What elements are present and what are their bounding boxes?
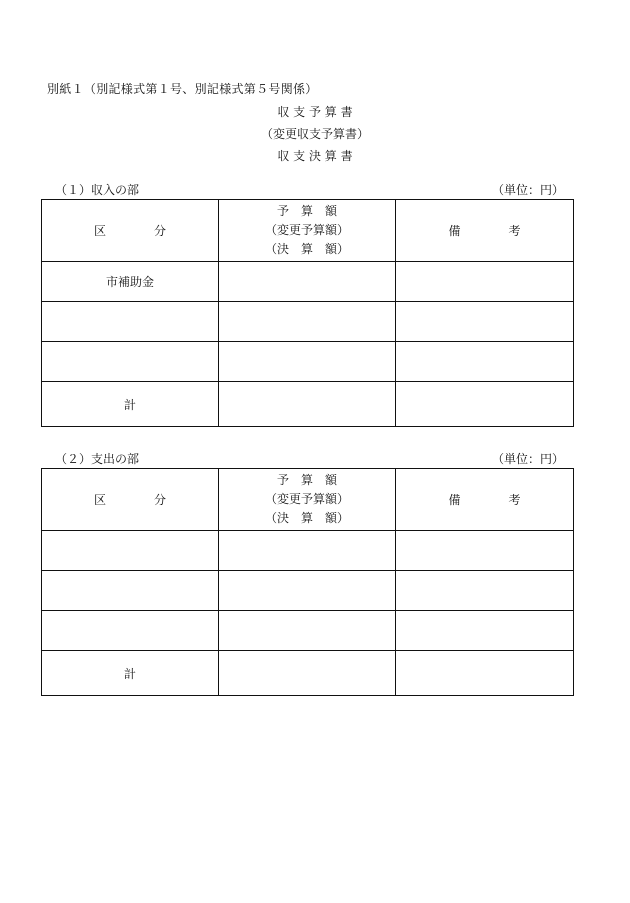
title-settlement: 収 支 決 算 書 bbox=[277, 149, 353, 163]
income-unit: （単位：円） bbox=[491, 183, 564, 197]
amount-header-line: （決 算 額） bbox=[264, 242, 349, 256]
total-remarks-cell[interactable] bbox=[396, 382, 574, 427]
title-revised-budget: （変更収支予算書） bbox=[260, 127, 369, 141]
document-titles bbox=[0, 101, 630, 167]
income-heading: （１）収入の部 bbox=[55, 183, 140, 197]
remarks-cell[interactable] bbox=[396, 611, 574, 651]
table-row bbox=[42, 611, 574, 651]
total-label: 計 bbox=[42, 382, 219, 427]
total-label: 計 bbox=[42, 651, 219, 696]
remarks-cell[interactable] bbox=[396, 342, 574, 382]
amount-header-line: （決 算 額） bbox=[264, 511, 349, 525]
total-remarks-cell[interactable] bbox=[396, 651, 574, 696]
remarks-header: 備 考 bbox=[396, 469, 574, 531]
table-row bbox=[42, 531, 574, 571]
amount-cell[interactable] bbox=[219, 531, 396, 571]
category-cell[interactable]: 市補助金 bbox=[42, 262, 219, 302]
table-row bbox=[42, 262, 574, 302]
remarks-cell[interactable] bbox=[396, 262, 574, 302]
expense-table bbox=[41, 468, 574, 696]
income-header-row bbox=[42, 200, 574, 262]
remarks-header: 備 考 bbox=[396, 200, 574, 262]
amount-cell[interactable] bbox=[219, 302, 396, 342]
amount-cell[interactable] bbox=[219, 342, 396, 382]
amount-header-line: 予 算 額 bbox=[276, 473, 337, 487]
table-row bbox=[42, 342, 574, 382]
amount-header-line: 予 算 額 bbox=[276, 204, 337, 218]
category-cell[interactable] bbox=[42, 611, 219, 651]
expense-heading: （２）支出の部 bbox=[55, 452, 140, 466]
total-amount-cell[interactable] bbox=[219, 651, 396, 696]
category-cell[interactable] bbox=[42, 342, 219, 382]
table-row bbox=[42, 302, 574, 342]
category-cell[interactable] bbox=[42, 531, 219, 571]
amount-cell[interactable] bbox=[219, 262, 396, 302]
amount-header-line: （変更予算額） bbox=[264, 492, 349, 506]
category-cell[interactable] bbox=[42, 571, 219, 611]
amount-header bbox=[219, 200, 396, 262]
category-header: 区 分 bbox=[42, 200, 219, 262]
total-amount-cell[interactable] bbox=[219, 382, 396, 427]
income-table bbox=[41, 199, 574, 427]
remarks-cell[interactable] bbox=[396, 571, 574, 611]
expense-header-row bbox=[42, 469, 574, 531]
table-row bbox=[42, 571, 574, 611]
amount-cell[interactable] bbox=[219, 571, 396, 611]
expense-unit: （単位：円） bbox=[491, 452, 564, 466]
form-label: 別紙１（別記様式第１号、別記様式第５号関係） bbox=[47, 82, 318, 96]
category-cell[interactable] bbox=[42, 302, 219, 342]
total-row bbox=[42, 382, 574, 427]
title-budget: 収 支 予 算 書 bbox=[277, 105, 353, 119]
amount-header bbox=[219, 469, 396, 531]
amount-cell[interactable] bbox=[219, 611, 396, 651]
amount-header-line: （変更予算額） bbox=[264, 223, 349, 237]
total-row bbox=[42, 651, 574, 696]
remarks-cell[interactable] bbox=[396, 302, 574, 342]
category-header: 区 分 bbox=[42, 469, 219, 531]
remarks-cell[interactable] bbox=[396, 531, 574, 571]
